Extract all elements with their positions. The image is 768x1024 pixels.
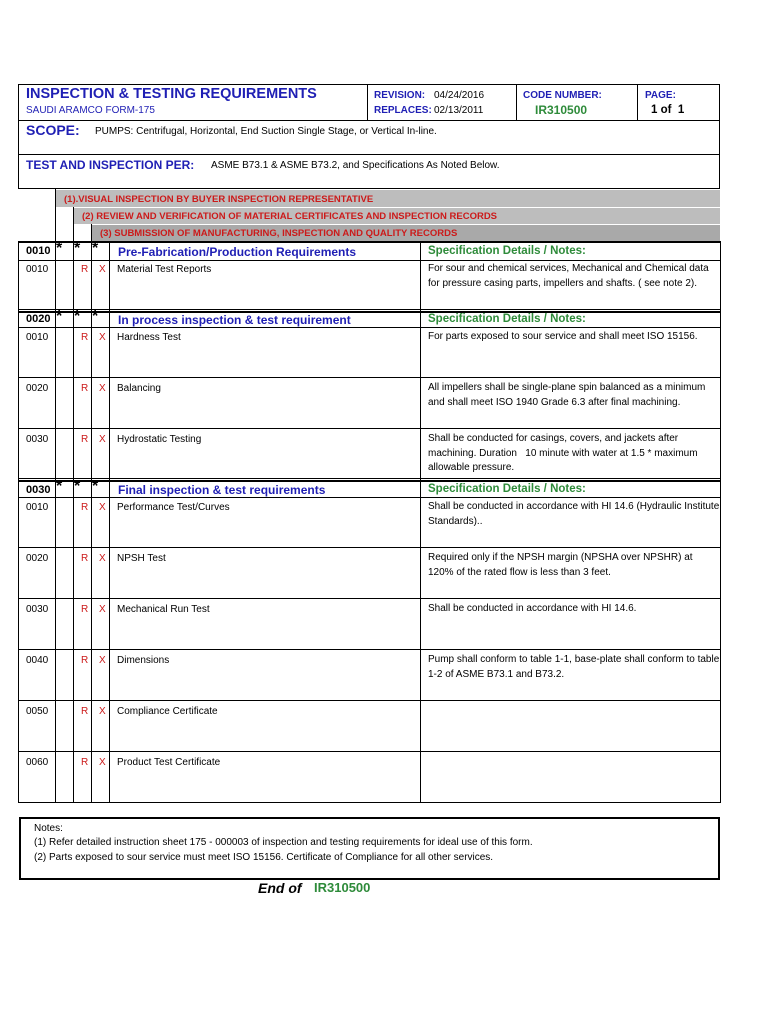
review-marker: R (81, 383, 89, 394)
level-1-star: * (56, 478, 63, 495)
item-description: Balancing (117, 383, 161, 394)
end-code: IR310500 (314, 880, 371, 895)
item-note: Shall be conducted for casings, covers, and jackets after machining. Duration 10 minute with water at 1.5 * maximum allowable pressure. (428, 433, 701, 473)
scope-label: SCOPE: (26, 122, 80, 138)
notes-heading: Notes: (34, 823, 63, 834)
spec-details-label: Specification Details / Notes: (428, 313, 586, 325)
item-code: 0020 (26, 383, 49, 394)
level-3-label: (3) SUBMISSION OF MANUFACTURING, INSPECTION AND QUALITY RECORDS (100, 228, 458, 239)
replaces-value: 02/13/2011 (434, 105, 484, 116)
review-marker: R (81, 502, 89, 513)
item-code: 0010 (26, 332, 49, 343)
revision-label: REVISION: (374, 90, 426, 101)
submit-marker: X (99, 332, 106, 343)
submit-marker: X (99, 434, 106, 445)
test-per-text: ASME B73.1 & ASME B73.2, and Specifications As Noted Below. (211, 160, 500, 171)
item-note: Required only if the NPSH margin (NPSHA over NPSHR) at 120% of the rated flow is less than 3 feet. (428, 552, 693, 578)
item-code: 0020 (26, 553, 49, 564)
item-description: Mechanical Run Test (117, 604, 210, 615)
item-code: 0060 (26, 757, 49, 768)
review-marker: R (81, 264, 89, 275)
section-code: 0030 (26, 484, 51, 496)
item-code: 0010 (26, 502, 49, 513)
level-1-label: (1).VISUAL INSPECTION BY BUYER INSPECTION REPRESENTATIVE (64, 194, 374, 205)
spec-details-label: Specification Details / Notes: (428, 245, 586, 257)
level-1-star: * (56, 240, 63, 257)
review-marker: R (81, 706, 89, 717)
level-2-label: (2) REVIEW AND VERIFICATION OF MATERIAL CERTIFICATES AND INSPECTION RECORDS (82, 211, 498, 222)
item-description: Performance Test/Curves (117, 502, 230, 513)
item-note: Pump shall conform to table 1-1, base-plate shall conform to table 1-2 of ASME B73.1 and B73.2. (428, 654, 720, 680)
review-marker: R (81, 757, 89, 768)
end-label: End of (258, 880, 302, 896)
submit-marker: X (99, 264, 106, 275)
form-title: INSPECTION & TESTING REQUIREMENTS (26, 86, 317, 102)
item-description: Hardness Test (117, 332, 181, 343)
level-2-star: * (74, 240, 81, 257)
item-note: For sour and chemical services, Mechanical and Chemical data for pressure casing parts, impellers and shafts. ( see note 2). (428, 263, 709, 289)
spec-details-label: Specification Details / Notes: (428, 483, 586, 495)
item-description: Material Test Reports (117, 264, 212, 275)
submit-marker: X (99, 757, 106, 768)
notes-box (19, 817, 720, 880)
review-marker: R (81, 553, 89, 564)
revision-value: 04/24/2016 (434, 90, 485, 101)
section-title: In process inspection & test requirement (118, 313, 351, 327)
submit-marker: X (99, 383, 106, 394)
page-label: PAGE: (645, 90, 676, 101)
submit-marker: X (99, 655, 106, 666)
review-marker: R (81, 604, 89, 615)
item-code: 0050 (26, 706, 49, 717)
level-1-star: * (56, 308, 63, 325)
submit-marker: X (99, 706, 106, 717)
level-3-star: * (92, 240, 99, 257)
note-1: (1) Refer detailed instruction sheet 175 - 000003 of inspection and testing requirements for ideal use of this form. (34, 837, 533, 848)
item-note: Shall be conducted in accordance with HI 14.6 (Hydraulic Institute Standards).. (428, 501, 720, 527)
item-description: NPSH Test (117, 553, 166, 564)
replaces-label: REPLACES: (374, 105, 432, 116)
review-marker: R (81, 655, 89, 666)
level-2-star: * (74, 478, 81, 495)
item-code: 0030 (26, 604, 49, 615)
review-marker: R (81, 332, 89, 343)
section-title: Pre-Fabrication/Production Requirements (118, 245, 357, 259)
item-description: Compliance Certificate (117, 706, 218, 717)
submit-marker: X (99, 502, 106, 513)
item-note: Shall be conducted in accordance with HI 14.6. (428, 603, 637, 614)
item-description: Hydrostatic Testing (117, 434, 202, 445)
test-per-label: TEST AND INSPECTION PER: (26, 158, 195, 172)
review-marker: R (81, 434, 89, 445)
item-code: 0010 (26, 264, 49, 275)
code-number-value: IR310500 (535, 103, 588, 117)
code-number-label: CODE NUMBER: (523, 90, 602, 101)
section-title: Final inspection & test requirements (118, 483, 326, 497)
submit-marker: X (99, 604, 106, 615)
section-code: 0010 (26, 245, 51, 257)
item-code: 0040 (26, 655, 49, 666)
item-note: For parts exposed to sour service and shall meet ISO 15156. (428, 331, 698, 342)
form-number: SAUDI ARAMCO FORM-175 (26, 105, 155, 116)
submit-marker: X (99, 553, 106, 564)
scope-text: PUMPS: Centrifugal, Horizontal, End Suction Single Stage, or Vertical In-line. (95, 126, 437, 137)
note-2: (2) Parts exposed to sour service must meet ISO 15156. Certificate of Compliance for all other services. (34, 852, 494, 863)
level-2-star: * (74, 308, 81, 325)
section-code: 0020 (26, 313, 51, 325)
item-description: Product Test Certificate (117, 757, 221, 768)
item-description: Dimensions (117, 655, 170, 666)
page-value: 1 of 1 (651, 104, 685, 116)
item-note: All impellers shall be single-plane spin balanced as a minimum and shall meet ISO 1940 Grade 6.3 after final machining. (428, 382, 706, 408)
level-3-star: * (92, 308, 99, 325)
level-3-star: * (92, 478, 99, 495)
item-code: 0030 (26, 434, 49, 445)
